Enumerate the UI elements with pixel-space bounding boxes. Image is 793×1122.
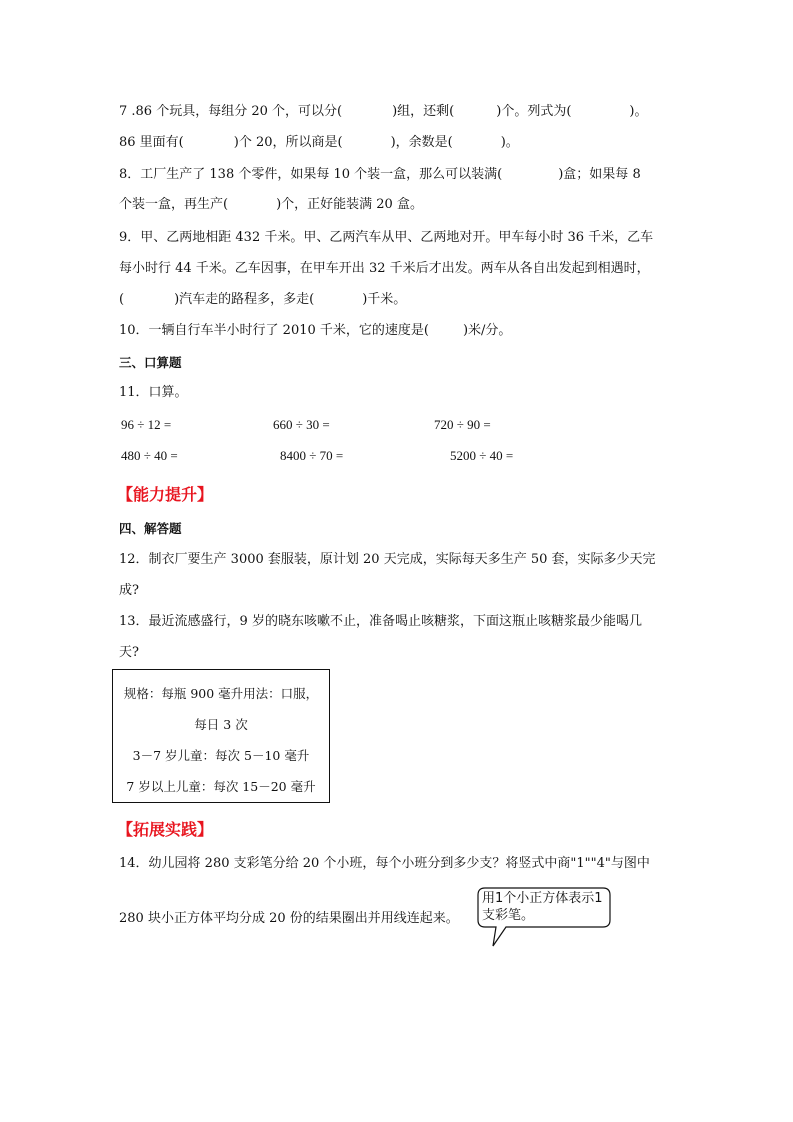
calc-item: 5200 ÷ 40 = — [450, 448, 514, 463]
section-title-extend: 【拓展实践】 — [117, 820, 214, 839]
q7-text: )个。列式为( — [496, 104, 572, 119]
calc-item: 660 ÷ 30 = — [273, 417, 330, 432]
q12-line1: 12．制衣厂要生产 3000 套服装，原计划 20 天完成，实际每天多生产 50 套，实际多少天完 — [119, 552, 656, 567]
q12-line2: 成? — [119, 583, 139, 598]
section-heading-oral-calc: 三、口算题 — [119, 355, 182, 370]
calc-item: 96 ÷ 12 = — [121, 417, 172, 432]
q14-line2: 280 块小正方体平均分成 20 份的结果圈出并用线连起来。 — [119, 911, 459, 926]
q8-text: )盒；如果每 8 — [558, 167, 641, 182]
q8-line1 — [119, 167, 641, 183]
q7-text: )个 20，所以商是( — [233, 135, 343, 150]
q8-text: )个，正好能装满 20 盒。 — [276, 197, 423, 212]
q9-line1: 9．甲、乙两地相距 432 千米。甲、乙两汽车从甲、乙两地对开。甲车每小时 36 千米，乙车 — [119, 230, 654, 245]
q8-text: 8．工厂生产了 138 个零件，如果每 10 个装一盒，那么可以装满( — [119, 167, 503, 182]
q9-line2: 每小时行 44 千米。乙车因事，在甲车开出 32 千米后才出发。两车从各自出发起到相遇时， — [119, 261, 650, 276]
q14-line1: 14．幼儿园将 280 支彩笔分给 20 个小班，每个小班分到多少支？将竖式中商"1""4"与图中 — [119, 856, 650, 871]
q11-title: 11．口算。 — [119, 385, 188, 400]
q7-line1 — [119, 104, 647, 120]
section-heading-solve: 四、解答题 — [119, 521, 182, 536]
q7-line2 — [119, 135, 519, 151]
q7-text: )组，还剩( — [392, 104, 455, 119]
q10-text: 10．一辆自行车半小时行了 2010 千米，它的速度是( — [119, 323, 429, 338]
q7-text: 86 里面有( — [119, 135, 184, 150]
q9-text: )千米。 — [362, 292, 407, 307]
q7-text: )。 — [629, 104, 648, 119]
q7-text: )，余数是( — [390, 135, 453, 150]
q7-text: )。 — [500, 135, 519, 150]
calc-item: 720 ÷ 90 = — [434, 417, 491, 432]
q10-line1 — [119, 323, 511, 339]
syrup-label-box — [112, 669, 330, 803]
q7-text: 7 .86 个玩具，每组分 20 个，可以分( — [119, 104, 343, 119]
calc-item: 480 ÷ 40 = — [121, 448, 178, 463]
q9-text: )汽车走的路程多，多走( — [174, 292, 315, 307]
q9-text: ( — [119, 292, 125, 307]
box-line: 每日 3 次 — [194, 717, 248, 732]
section-title-ability: 【能力提升】 — [117, 485, 214, 504]
box-line: 3－7 岁儿童：每次 5－10 毫升 — [132, 748, 310, 763]
q13-line2: 天? — [119, 645, 139, 660]
q8-line2 — [119, 197, 423, 213]
q8-text: 个装一盒，再生产( — [119, 197, 229, 212]
q10-text: )米/分。 — [462, 323, 512, 338]
calc-item: 8400 ÷ 70 = — [280, 448, 344, 463]
box-line: 规格：每瓶 900 毫升用法：口服， — [123, 686, 319, 701]
q9-line3 — [119, 292, 406, 308]
box-line: 7 岁以上儿童：每次 15－20 毫升 — [126, 779, 316, 794]
speech-bubble-text: 用1个小正方体表示1支彩笔。 — [482, 891, 603, 923]
q13-line1: 13．最近流感盛行，9 岁的晓东咳嗽不止，准备喝止咳糖浆，下面这瓶止咳糖浆最少能喝几 — [119, 614, 642, 629]
